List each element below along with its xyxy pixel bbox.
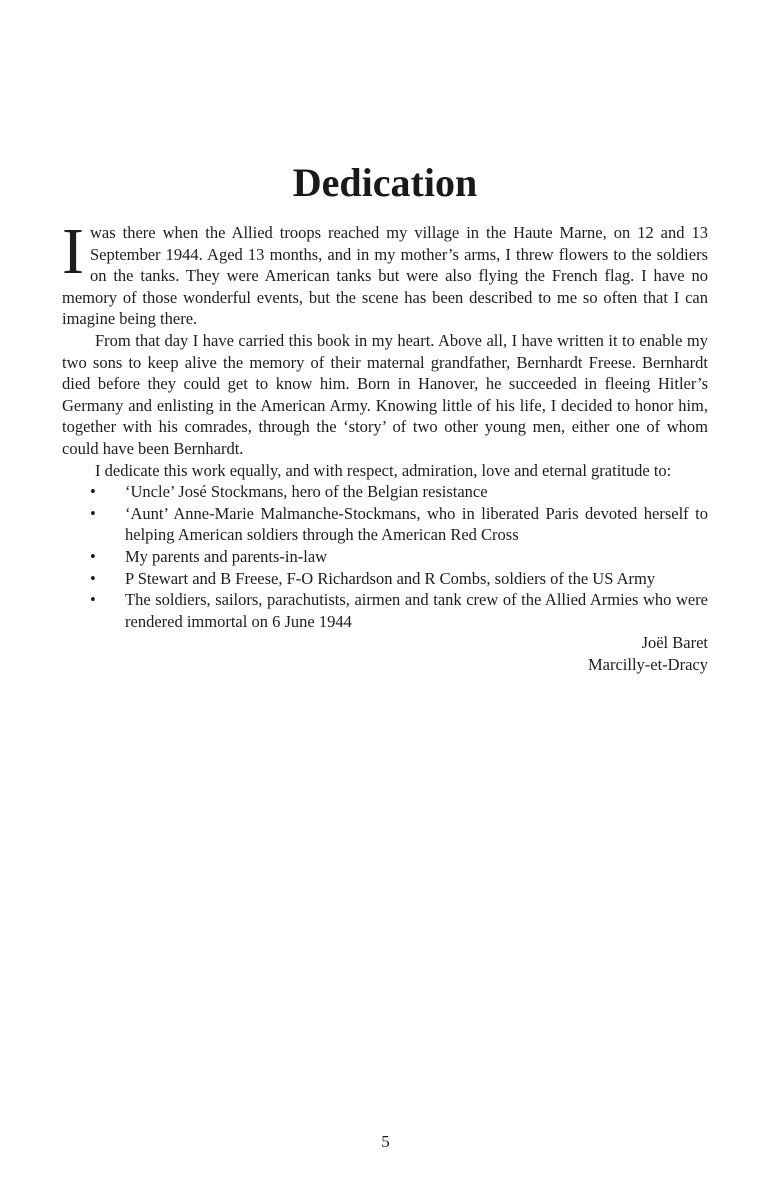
bullet-icon: •	[90, 546, 96, 566]
list-item: • ‘Aunt’ Anne-Marie Malmanche-Stockmans, who in liberated Paris devoted herself to helping American soldiers through the American Red Cross	[90, 503, 708, 545]
signature-place: Marcilly-et-Dracy	[587, 654, 708, 674]
paragraph-1-text: was there when the Allied troops reached my village in the Haute Marne, on 12 and 13 September 1944. Aged 13 months, and in my mother’s arms, I threw flowers to the soldiers on the tanks. They were American tanks but were also flying the French flag. I have no memory of those wonderful events, but the scene has been described to me so often that I can imagine being there.	[62, 223, 708, 329]
paragraph-1	[62, 215, 708, 330]
dedication-page	[62, 160, 708, 675]
bullet-icon: •	[90, 482, 96, 502]
page-number: 5	[381, 1132, 390, 1151]
signature-name: Joël Baret	[641, 633, 708, 653]
bullet-icon: •	[90, 503, 96, 523]
page-title: Dedication	[292, 160, 478, 205]
list-item: • ‘Uncle’ José Stockmans, hero of the Belgian resistance	[90, 482, 488, 502]
bullet-icon: •	[90, 590, 96, 610]
list-item: • My parents and parents-in-law	[90, 546, 328, 566]
paragraph-3: I dedicate this work equally, and with respect, admiration, love and eternal gratitude to:	[95, 460, 672, 480]
list-item: • P Stewart and B Freese, F-O Richardson and R Combs, soldiers of the US Army	[90, 568, 656, 588]
drop-cap: I	[62, 215, 84, 288]
paragraph-2: From that day I have carried this book in my heart. Above all, I have written it to enable my two sons to keep alive the memory of their maternal grandfather, Bernhardt Freese. Bernhardt died before they could get to know him. Born in Hanover, he succeeded in fleeing Hitler’s Germany and enlisting in the American Army. Knowing little of his life, I decided to honor him, together with his comrades, through the ‘story’ of two other young men, either one of whom could have been Bernhardt.	[62, 330, 708, 458]
list-item: • The soldiers, sailors, parachutists, airmen and tank crew of the Allied Armies who were rendered immortal on 6 June 1944	[90, 590, 708, 631]
dedication-list	[62, 481, 708, 632]
bullet-icon: •	[90, 568, 96, 588]
